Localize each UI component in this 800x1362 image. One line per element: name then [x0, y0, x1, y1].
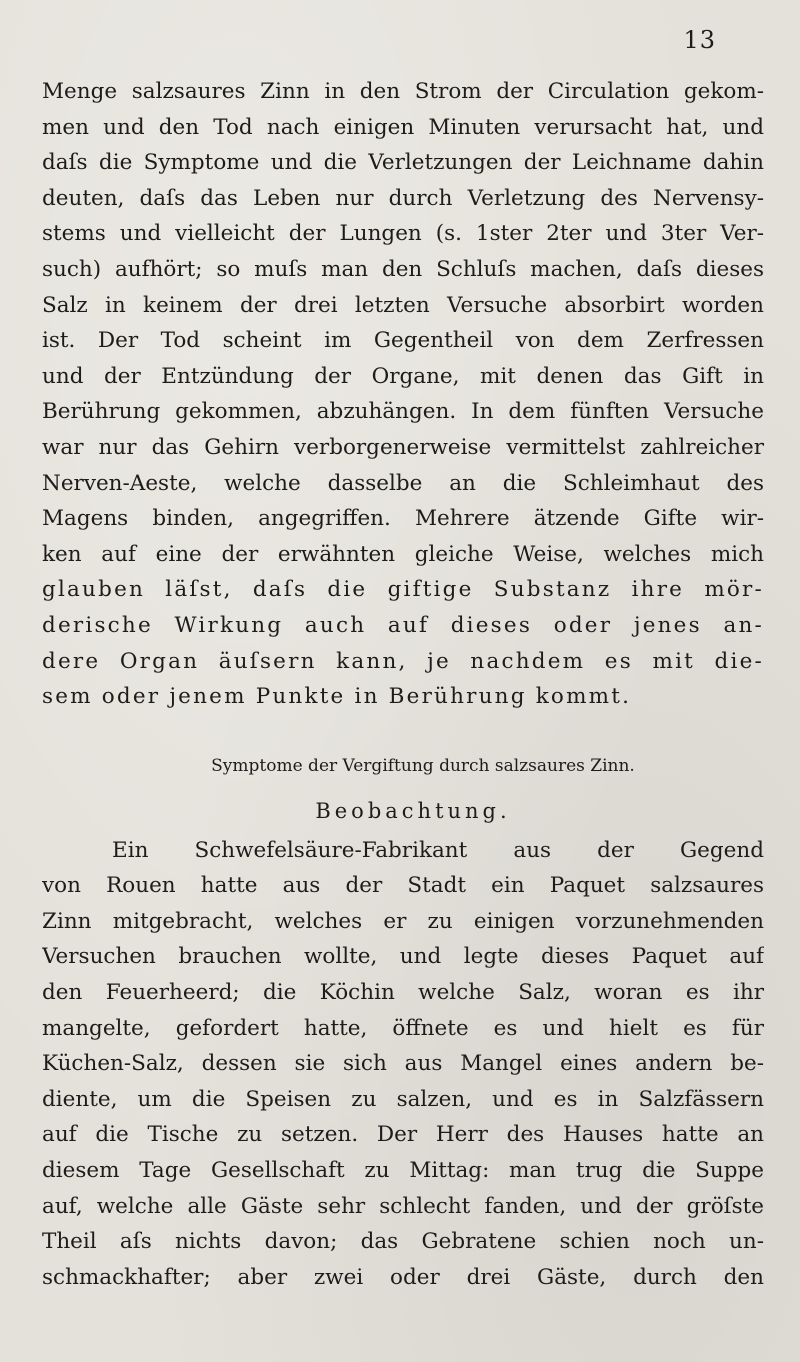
paragraph-observation [42, 833, 764, 1296]
text-line: men und den Tod nach einigen Minuten verursacht hat, und [42, 114, 764, 140]
text-line-spaced: sem oder jenem Punkte in Berührung kommt. [42, 684, 632, 710]
text-line: Versuchen brauchen wollte, und legte dieses Paquet auf [42, 944, 764, 970]
text-line: Nerven-Aeste, welche dasselbe an die Schleimhaut des [42, 470, 764, 496]
section-gap [42, 715, 764, 751]
text-line: Theil aſs nichts davon; das Gebratene schien noch un- [42, 1229, 764, 1255]
text-line: auf, welche alle Gäste sehr schlecht fanden, und der gröſste [42, 1193, 764, 1219]
text-line: Salz in keinem der drei letzten Versuche absorbirt worden [42, 292, 764, 318]
text-line: Küchen-Salz, dessen sie sich aus Mangel eines andern be- [42, 1051, 764, 1077]
text-line: Ein Schwefelsäure-Fabrikant aus der Gegend [112, 837, 764, 863]
text-line-spaced: glauben läſst, daſs die giftige Substanz ihre mör- [42, 577, 764, 603]
text-line-spaced: dere Organ äuſsern kann, je nachdem es mit die- [42, 648, 764, 674]
text-line: such) aufhört; so muſs man den Schluſs machen, daſs dieses [42, 256, 764, 282]
text-line: auf die Tische zu setzen. Der Herr des Hauses hatte an [42, 1122, 764, 1148]
body-text [42, 74, 764, 1295]
subheading: Beobachtung. [315, 798, 511, 823]
text-line: ist. Der Tod scheint im Gegentheil von dem Zerfressen [42, 328, 764, 354]
text-line: Menge salzsaures Zinn in den Strom der Circulation gekom- [42, 79, 764, 104]
text-line: schmackhafter; aber zwei oder drei Gäste, durch den [42, 1264, 764, 1290]
text-line: diesem Tage Gesellschaft zu Mittag: man trug die Suppe [42, 1158, 764, 1184]
text-line: Magens binden, angegriffen. Mehrere ätzende Gifte wir- [42, 506, 764, 532]
section-title: Symptome der Vergiftung durch salzsaures Zinn. [211, 755, 635, 776]
text-line: Zinn mitgebracht, welches er zu einigen vorzunehmenden [42, 908, 764, 934]
text-line: war nur das Gehirn verborgenerweise vermittelst zahlreicher [42, 434, 764, 460]
text-line-spaced: derische Wirkung auch auf dieses oder jenes an- [42, 612, 764, 638]
text-line: daſs die Symptome und die Verletzungen der Leichname dahin [42, 150, 764, 176]
text-line: von Rouen hatte aus der Stadt ein Paquet salzsaures [42, 873, 764, 899]
page-number: 13 [683, 26, 716, 54]
text-line: und der Entzündung der Organe, mit denen das Gift in [42, 363, 764, 389]
text-line: den Feuerheerd; die Köchin welche Salz, woran es ihr [42, 980, 764, 1006]
text-line: stems und vielleicht der Lungen (s. 1ster 2ter und 3ter Ver- [42, 221, 764, 247]
text-line: mangelte, gefordert hatte, öffnete es und hielt es für [42, 1015, 764, 1041]
text-line: deuten, daſs das Leben nur durch Verletzung des Nervensy- [42, 185, 764, 211]
text-line: Berührung gekommen, abzuhängen. In dem fünften Versuche [42, 399, 764, 425]
text-line: diente, um die Speisen zu salzen, und es in Salzfässern [42, 1086, 764, 1112]
paragraph-conclusion [42, 74, 764, 715]
text-line: ken auf eine der erwähnten gleiche Weise, welches mich [42, 541, 764, 567]
